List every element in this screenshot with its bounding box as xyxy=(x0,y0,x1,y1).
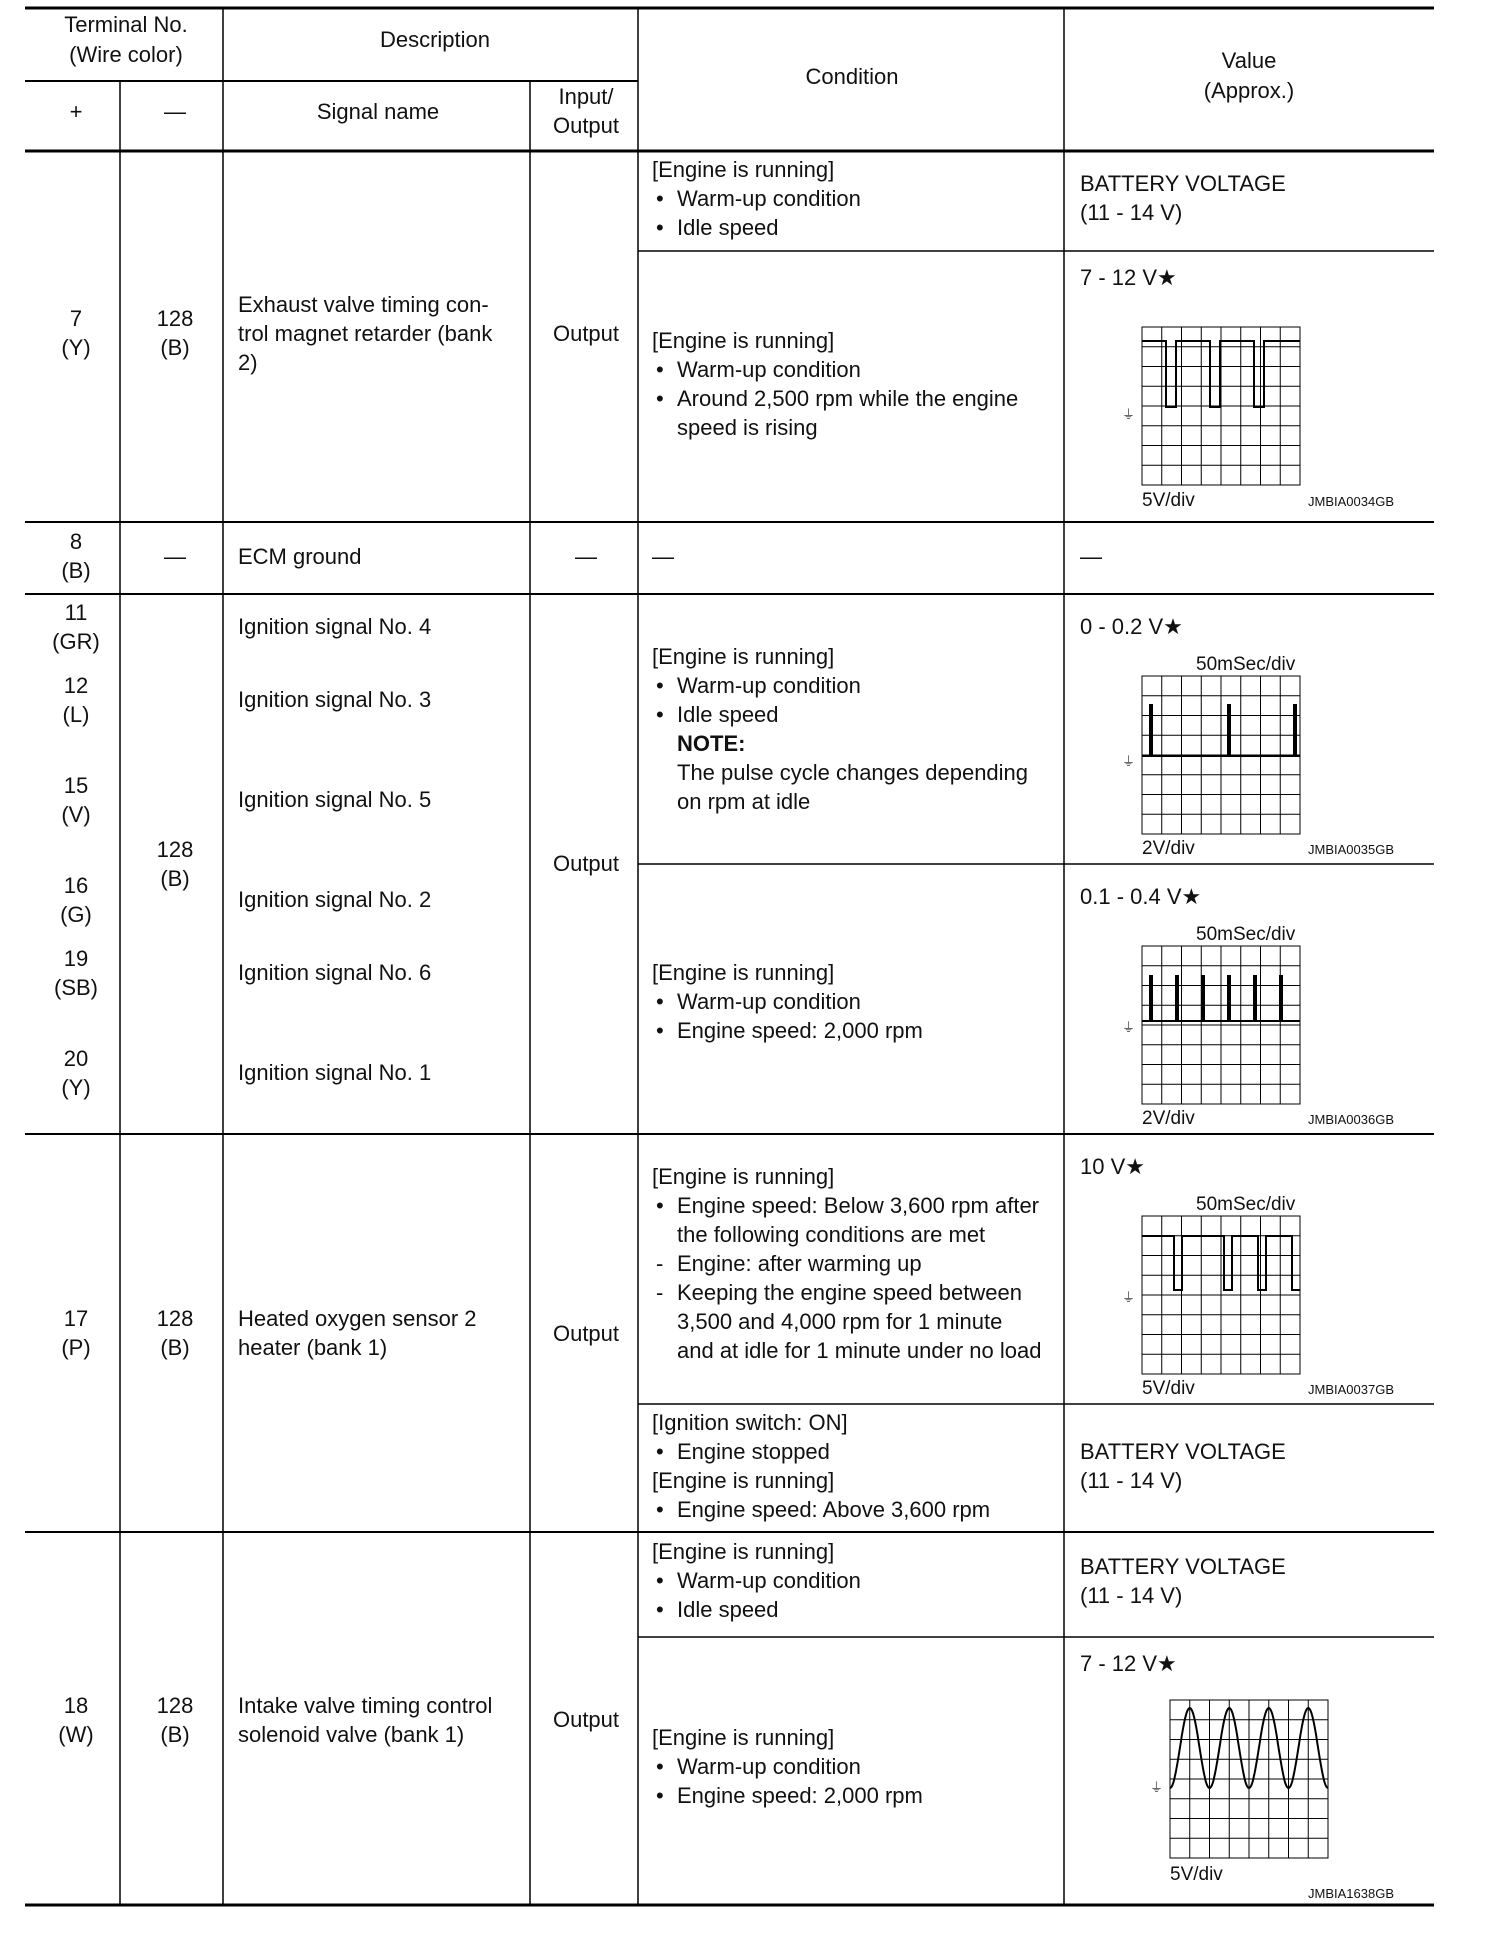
scope-time: 50mSec/div xyxy=(1196,924,1296,945)
signal-name: Ignition signal No. 6 xyxy=(238,960,432,985)
table-row-18 xyxy=(58,1539,1394,1901)
table-row-7 xyxy=(61,157,1394,511)
ground-icon: ⏚ xyxy=(1122,1020,1136,1035)
header-io-line2: Output xyxy=(552,113,620,138)
table-header xyxy=(64,12,1294,138)
note-label: NOTE: xyxy=(677,731,746,756)
bullet: • xyxy=(656,1597,664,1622)
signal-name: solenoid valve (bank 1) xyxy=(238,1722,465,1747)
condition-line: [Engine is running] xyxy=(652,1468,835,1493)
condition-line: Engine stopped xyxy=(677,1439,830,1464)
oscilloscope-waveform-sine xyxy=(1150,1700,1394,1901)
signal-name: heater (bank 1) xyxy=(238,1335,388,1360)
condition-line: Warm-up condition xyxy=(677,673,861,698)
scope-scale: 2V/div xyxy=(1142,1108,1195,1129)
io-value: Output xyxy=(552,851,620,876)
terminal-plus: 18 xyxy=(63,1693,89,1718)
signal-name: ECM ground xyxy=(238,544,362,569)
value-text: 7 - 12 V★ xyxy=(1080,265,1177,290)
condition-line: Engine speed: Below 3,600 rpm after xyxy=(677,1193,1040,1218)
io-value: — xyxy=(575,544,597,569)
scope-time: 50mSec/div xyxy=(1196,654,1296,675)
bullet: • xyxy=(656,989,664,1014)
condition-line: — xyxy=(652,544,674,569)
bullet: • xyxy=(656,1754,664,1779)
table-row-17 xyxy=(61,1154,1394,1522)
terminal-minus: 128 xyxy=(156,837,194,862)
condition-line: and at idle for 1 minute under no load xyxy=(677,1338,1042,1363)
header-plus: + xyxy=(69,99,83,124)
condition-line: on rpm at idle xyxy=(677,789,811,814)
terminal-plus: 8 xyxy=(69,529,83,554)
figure-code: JMBIA0035GB xyxy=(1308,842,1394,857)
terminal-plus-color: (GR) xyxy=(52,629,100,654)
figure-code: JMBIA0036GB xyxy=(1308,1112,1394,1127)
bullet: • xyxy=(656,386,664,411)
terminal-plus: 17 xyxy=(63,1306,89,1331)
condition-line: Engine speed: Above 3,600 rpm xyxy=(677,1497,991,1522)
bullet: • xyxy=(656,357,664,382)
signal-name: trol magnet retarder (bank xyxy=(238,321,493,346)
terminal-plus-color: (L) xyxy=(62,702,90,727)
io-value: Output xyxy=(552,1707,620,1732)
bullet: • xyxy=(656,1783,664,1808)
value-text: (11 - 14 V) xyxy=(1080,200,1183,225)
oscilloscope-waveform-heater xyxy=(1122,1194,1394,1399)
terminal-plus: 20 xyxy=(63,1046,89,1071)
terminal-plus-color: (Y) xyxy=(61,335,91,360)
io-value: Output xyxy=(552,1321,620,1346)
value-text: 0.1 - 0.4 V★ xyxy=(1080,884,1202,909)
terminal-minus-color: (B) xyxy=(160,1722,190,1747)
figure-code: JMBIA0037GB xyxy=(1308,1382,1394,1397)
condition-line: Engine: after warming up xyxy=(677,1251,922,1276)
condition-line: [Engine is running] xyxy=(652,644,835,669)
terminal-minus-color: (B) xyxy=(160,1335,190,1360)
condition-line: [Engine is running] xyxy=(652,328,835,353)
value-text: 10 V★ xyxy=(1080,1154,1145,1179)
header-terminal-line2: (Wire color) xyxy=(69,42,183,67)
terminal-minus-color: (B) xyxy=(160,335,190,360)
header-io-line1: Input/ xyxy=(558,84,614,109)
bullet: • xyxy=(656,215,664,240)
header-value-line2: (Approx.) xyxy=(1203,78,1295,103)
value-text: 0 - 0.2 V★ xyxy=(1080,614,1183,639)
scope-scale: 5V/div xyxy=(1142,1378,1195,1399)
terminal-plus-color: (P) xyxy=(61,1335,91,1360)
condition-line: Idle speed xyxy=(677,1597,779,1622)
value-text: BATTERY VOLTAGE xyxy=(1080,171,1286,196)
condition-line: [Ignition switch: ON] xyxy=(652,1410,848,1435)
scope-scale: 5V/div xyxy=(1170,1864,1223,1885)
terminal-plus: 12 xyxy=(63,673,89,698)
ground-icon: ⏚ xyxy=(1150,1780,1164,1795)
condition-line: [Engine is running] xyxy=(652,960,835,985)
terminal-plus: 11 xyxy=(64,600,88,625)
value-text: 7 - 12 V★ xyxy=(1080,1651,1177,1676)
terminal-plus: 15 xyxy=(63,773,89,798)
value-text: BATTERY VOLTAGE xyxy=(1080,1439,1286,1464)
signal-name: Ignition signal No. 1 xyxy=(238,1060,432,1085)
bullet: • xyxy=(656,702,664,727)
terminal-minus: 128 xyxy=(156,1693,194,1718)
condition-line: [Engine is running] xyxy=(652,157,835,182)
signal-name: Ignition signal No. 4 xyxy=(238,614,432,639)
condition-line: Warm-up condition xyxy=(677,1754,861,1779)
condition-line: [Engine is running] xyxy=(652,1164,835,1189)
condition-line: speed is rising xyxy=(677,415,818,440)
oscilloscope-waveform-spike xyxy=(1122,654,1394,859)
condition-line: Around 2,500 rpm while the engine xyxy=(677,386,1019,411)
condition-line: Keeping the engine speed between xyxy=(677,1280,1022,1305)
signal-name: Ignition signal No. 3 xyxy=(238,687,432,712)
io-value: Output xyxy=(552,321,620,346)
signal-name: Exhaust valve timing con- xyxy=(238,292,489,317)
condition-line: the following conditions are met xyxy=(677,1222,986,1247)
bullet: • xyxy=(656,1193,664,1218)
condition-line: Warm-up condition xyxy=(677,186,861,211)
condition-line: [Engine is running] xyxy=(652,1725,835,1750)
ground-icon: ⏚ xyxy=(1122,1290,1136,1305)
terminal-minus: — xyxy=(164,544,186,569)
oscilloscope-waveform-pulses xyxy=(1122,924,1394,1129)
header-minus: — xyxy=(164,99,186,124)
header-signal-name: Signal name xyxy=(316,99,440,124)
terminal-plus: 16 xyxy=(63,873,89,898)
signal-name: Heated oxygen sensor 2 xyxy=(238,1306,477,1331)
bullet: • xyxy=(656,186,664,211)
value-text: — xyxy=(1080,544,1102,569)
scope-scale: 2V/div xyxy=(1142,838,1195,859)
terminal-plus: 7 xyxy=(69,306,83,331)
header-value-line1: Value xyxy=(1221,48,1277,73)
header-description: Description xyxy=(379,27,491,52)
scope-time: 50mSec/div xyxy=(1196,1194,1296,1215)
bullet: • xyxy=(656,1439,664,1464)
header-condition: Condition xyxy=(805,64,899,89)
ground-icon: ⏚ xyxy=(1122,754,1136,769)
figure-code: JMBIA1638GB xyxy=(1308,1886,1394,1901)
condition-line: Warm-up condition xyxy=(677,989,861,1014)
terminal-plus-color: (B) xyxy=(61,558,91,583)
terminal-plus-color: (W) xyxy=(58,1722,94,1747)
signal-name: Intake valve timing control xyxy=(238,1693,493,1718)
signal-name: Ignition signal No. 2 xyxy=(238,887,432,912)
dash: - xyxy=(656,1251,664,1276)
value-text: (11 - 14 V) xyxy=(1080,1468,1183,1493)
scope-scale: 5V/div xyxy=(1142,490,1195,511)
terminal-plus: 19 xyxy=(63,946,89,971)
condition-line: Engine speed: 2,000 rpm xyxy=(677,1783,923,1808)
dash: - xyxy=(656,1280,664,1305)
condition-line: Idle speed xyxy=(677,702,779,727)
condition-line: The pulse cycle changes depending xyxy=(677,760,1029,785)
terminal-minus: 128 xyxy=(156,306,194,331)
terminal-plus-color: (Y) xyxy=(61,1075,91,1100)
terminal-minus-color: (B) xyxy=(160,866,190,891)
oscilloscope-waveform-square xyxy=(1122,327,1394,511)
bullet: • xyxy=(656,673,664,698)
terminal-plus-color: (G) xyxy=(60,902,92,927)
signal-name: Ignition signal No. 5 xyxy=(238,787,432,812)
bullet: • xyxy=(656,1568,664,1593)
figure-code: JMBIA0034GB xyxy=(1308,494,1394,509)
terminal-plus-color: (V) xyxy=(61,802,91,827)
bullet: • xyxy=(656,1497,664,1522)
terminal-minus: 128 xyxy=(156,1306,194,1331)
header-terminal-line1: Terminal No. xyxy=(64,12,188,37)
condition-line: Idle speed xyxy=(677,215,779,240)
signal-name: 2) xyxy=(238,350,258,375)
condition-line: Warm-up condition xyxy=(677,1568,861,1593)
value-text: (11 - 14 V) xyxy=(1080,1583,1183,1608)
condition-line: Warm-up condition xyxy=(677,357,861,382)
bullet: • xyxy=(656,1018,664,1043)
ground-icon: ⏚ xyxy=(1122,407,1136,422)
terminal-plus-color: (SB) xyxy=(54,975,98,1000)
table-row-8 xyxy=(61,529,1102,583)
condition-line: 3,500 and 4,000 rpm for 1 minute xyxy=(677,1309,1003,1334)
condition-line: [Engine is running] xyxy=(652,1539,835,1564)
value-text: BATTERY VOLTAGE xyxy=(1080,1554,1286,1579)
condition-line: Engine speed: 2,000 rpm xyxy=(677,1018,923,1043)
